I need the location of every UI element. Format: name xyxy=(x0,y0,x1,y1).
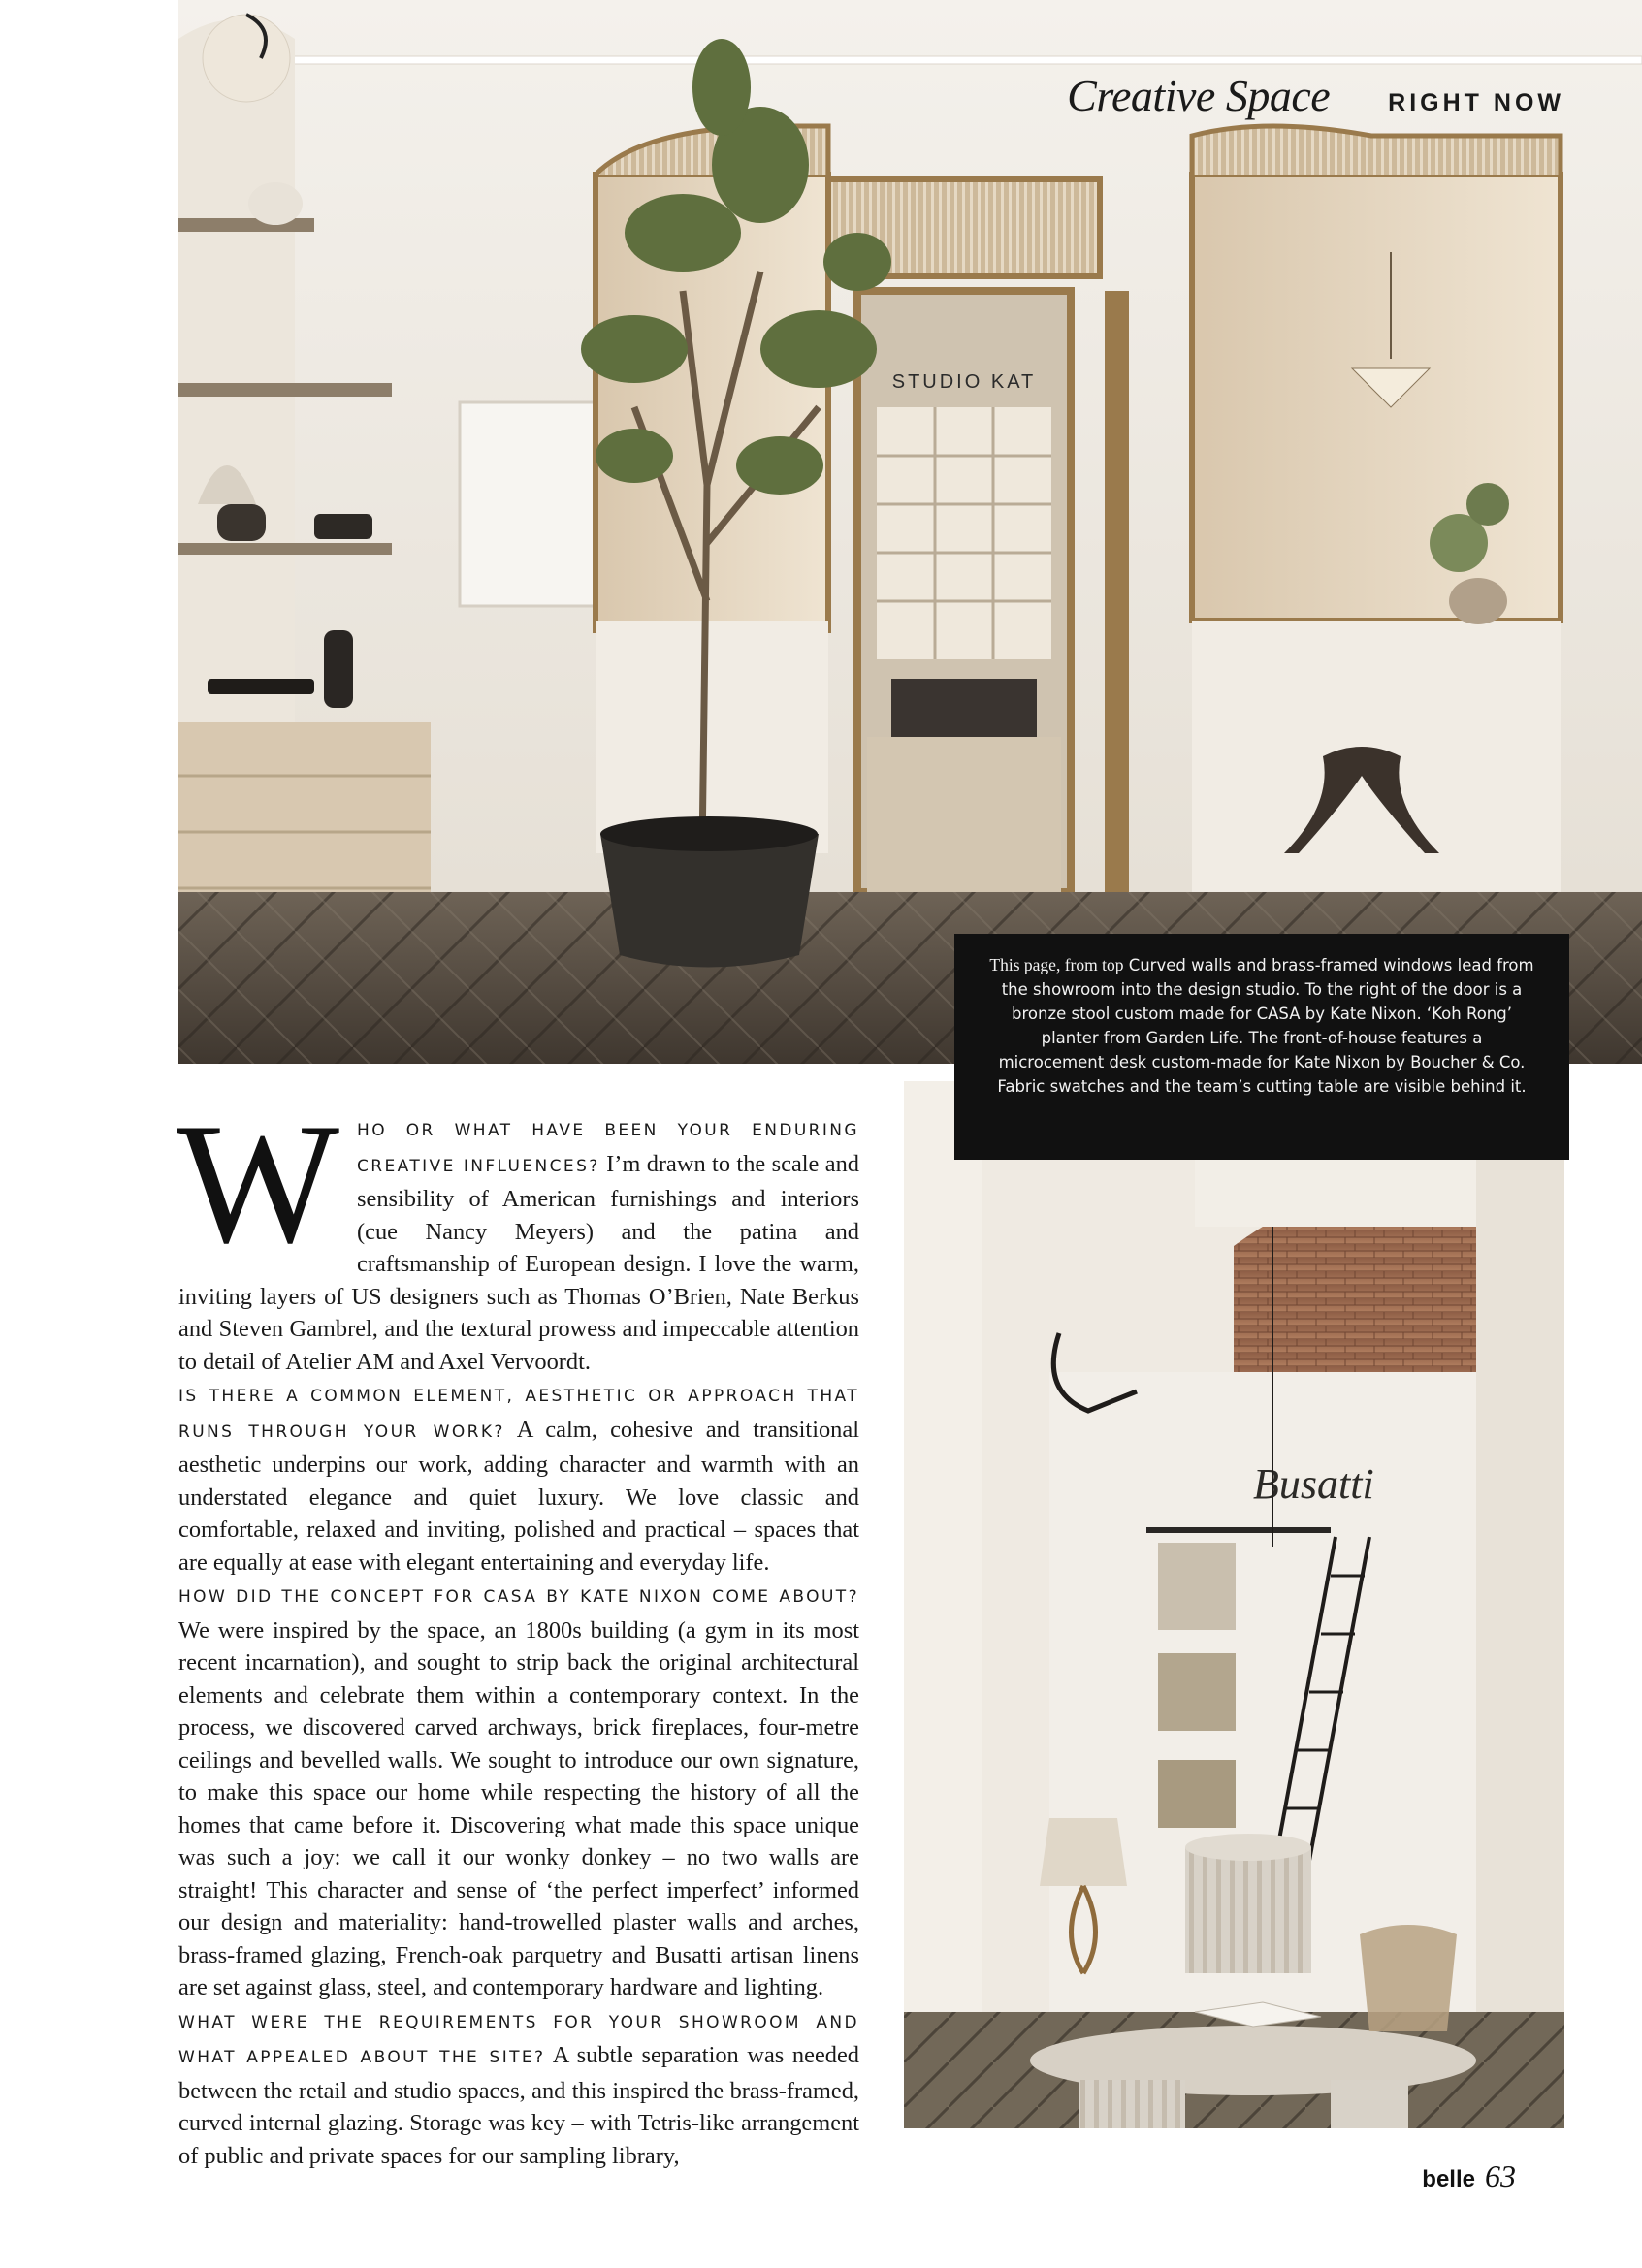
caption-lead: This page, from top xyxy=(989,955,1124,974)
interview-answer: I’m drawn to the scale and sensibility of American furnishings and interiors (cue Nancy Meyers) and the patina and craftsmanship of European design. I love the warm, inviting layers of US designers such as Thomas O’Brien, Nate Berkus and Steven Gambrel, and the textural prowess and impeccable attention to detail of Atelier AM and Axel Vervoordt. xyxy=(178,1150,859,1375)
interview-answer: We were inspired by the space, an 1800s building (a gym in its most recent incarnation), and sought to strip back the original architectural elements and celebrate them within a contemporary context. In the process, we discovered carved archways, brick fireplaces, four-metre ceilings and bevelled walls. We sought to introduce our own signature, to make this space our home while respecting the history of all the homes that came before it. Discovering what made this space unique was such a joy: we call it our wonky donkey – no two walls are straight! This character and sense of ‘the perfect imperfect’ informed our design and materiality: hand-trowelled plaster walls and arches, brass-framed glazing, French-oak parquetry and Busatti artisan linens are set against glass, steel, and contemporary hardware and lighting. xyxy=(178,1616,859,2000)
photo-caption xyxy=(954,934,1569,1160)
showroom-illustration xyxy=(178,0,1642,1064)
interview-answer: A subtle separation was needed between the retail and studio spaces, and this inspired the brass-framed, curved internal glazing. Storage was key – with Tetris-like arrangement of public and private spaces for our sampling library, xyxy=(178,2042,859,2169)
article-paragraph xyxy=(178,1378,859,1579)
interview-question: WHAT WERE THE REQUIREMENTS FOR YOUR SHOWROOM AND WHAT APPEALED ABOUT THE SITE? xyxy=(178,2012,859,2067)
front-of-house-illustration xyxy=(904,1081,1564,2128)
article-paragraph xyxy=(178,2004,859,2173)
article-paragraph xyxy=(178,1579,859,2004)
article-body xyxy=(177,1087,859,2172)
magazine-brand: belle xyxy=(1422,2166,1475,2192)
caption-text: Curved walls and brass-framed windows lead from the showroom into the design studio. To the right of the door is a bronze stool custom made for CASA by Kate Nixon. ‘Koh Rong’ planter from Garden Life. The front-of-house features a microcement desk custom-made for Kate Nixon by Boucher & Co. Fabric swatches and the team’s cutting table are visible behind it. xyxy=(997,956,1534,1096)
page-footer xyxy=(1422,2158,1516,2194)
studio-sign: STUDIO KAT xyxy=(891,371,1037,393)
section-header xyxy=(1067,70,1564,121)
section-label: RIGHT NOW xyxy=(1388,89,1564,116)
interview-question: HO OR WHAT HAVE BEEN YOUR ENDURING CREATIVE INFLUENCES? xyxy=(357,1121,859,1176)
interview-answer: A calm, cohesive and transitional aesthetic underpins our work, adding character and warmth with an understated elegance and quiet luxury. We love classic and comfortable, relaxed and inviting, polished and practical – spaces that are equally at ease with elegant entertaining and everyday life. xyxy=(178,1416,859,1576)
page-number: 63 xyxy=(1485,2158,1516,2193)
drop-cap: W xyxy=(177,1087,340,1279)
interview-question: HOW DID THE CONCEPT FOR CASA BY KATE NIXON COME ABOUT? xyxy=(178,1587,859,1607)
section-title: Creative Space xyxy=(1067,71,1331,120)
interview-question: IS THERE A COMMON ELEMENT, AESTHETIC OR APPROACH THAT RUNS THROUGH YOUR WORK? xyxy=(178,1387,859,1442)
showroom-photo xyxy=(178,0,1642,1064)
wall-script: Busatti xyxy=(1253,1460,1374,1508)
front-of-house-photo xyxy=(904,1081,1564,2128)
